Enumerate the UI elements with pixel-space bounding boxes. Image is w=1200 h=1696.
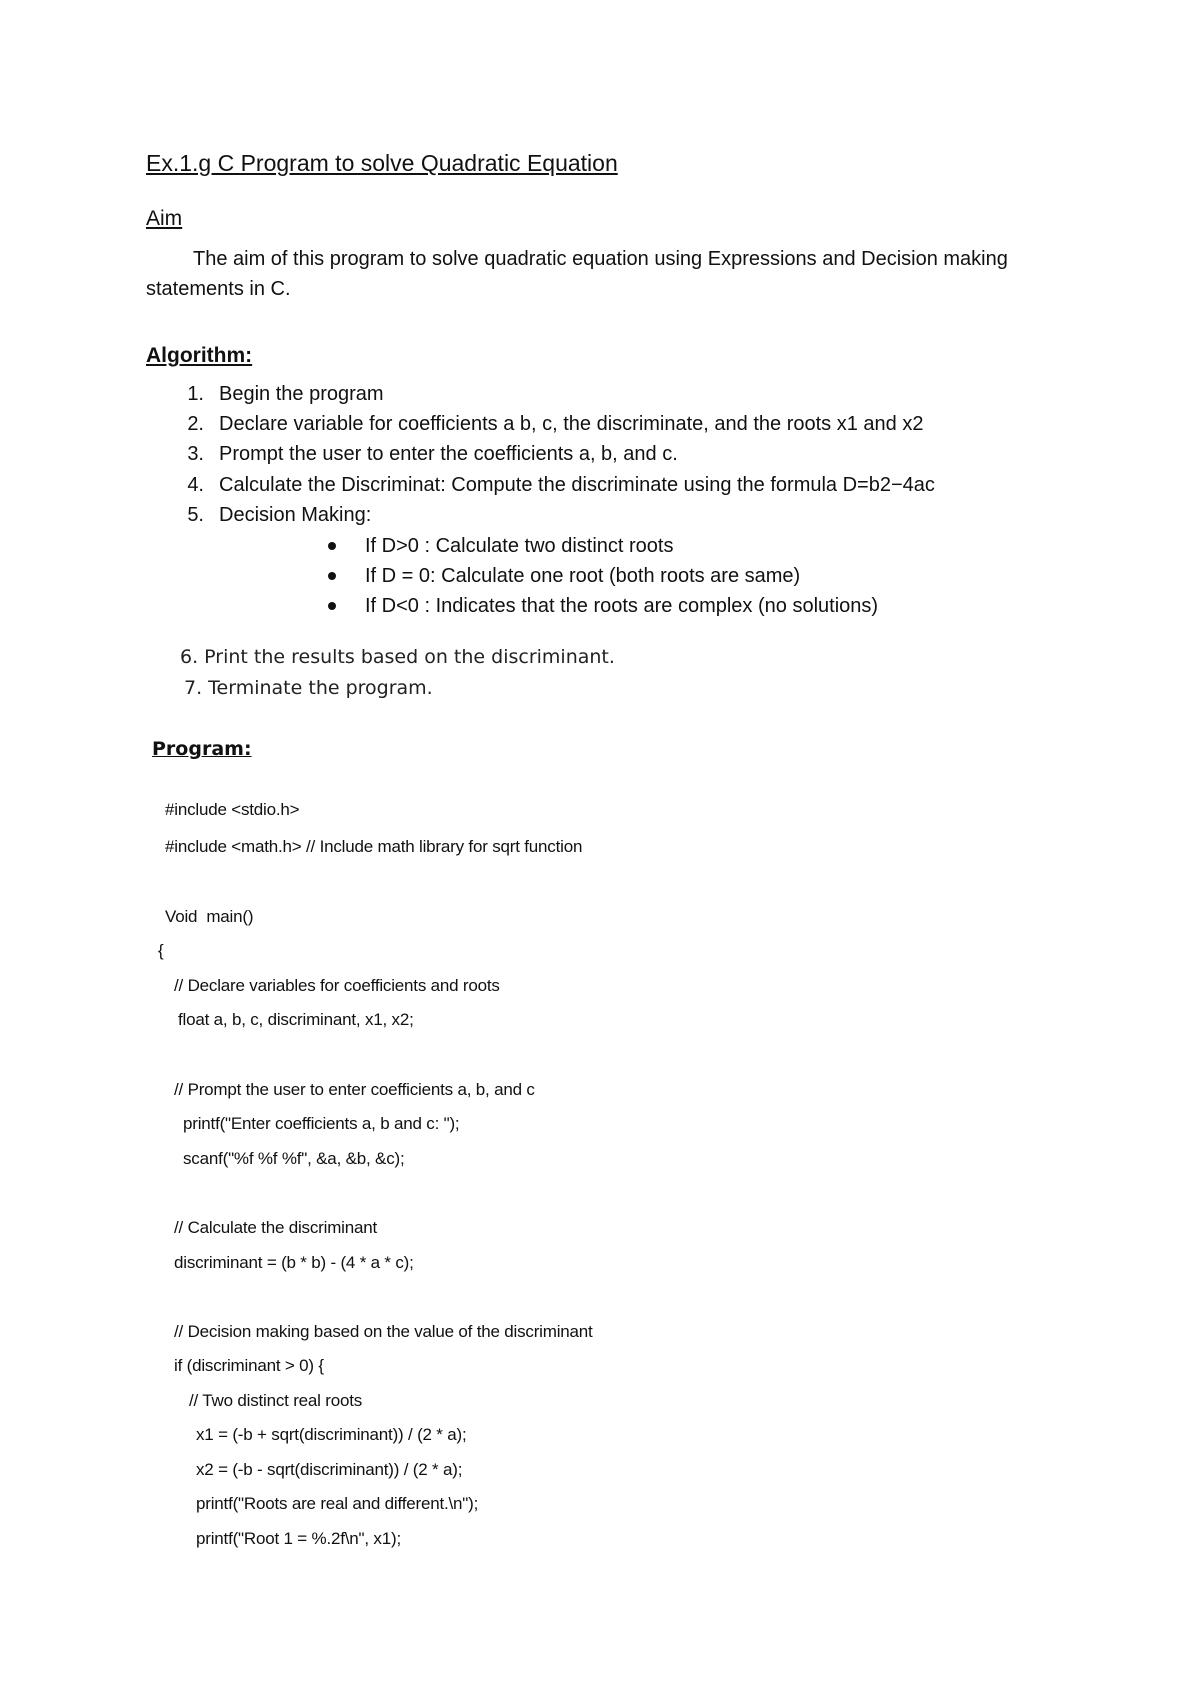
code-line: // Declare variables for coefficients and roots	[174, 976, 500, 995]
code-line: // Prompt the user to enter coefficients a, b, and c	[174, 1080, 535, 1099]
code-line: x1 = (-b + sqrt(discriminant)) / (2 * a);	[196, 1425, 467, 1444]
algorithm-step-6: 6. Print the results based on the discriminant.	[180, 646, 615, 668]
step-number: 4.	[187, 474, 204, 496]
bullet-text: If D = 0: Calculate one root (both roots are same)	[365, 565, 801, 587]
code-line: float a, b, c, discriminant, x1, x2;	[178, 1010, 414, 1029]
step-number: 2.	[187, 413, 204, 435]
step-number: 5.	[187, 504, 204, 526]
step-text: Calculate the Discriminat: Compute the discriminate using the formula D=b2−4ac	[219, 474, 935, 496]
code-line: x2 = (-b - sqrt(discriminant)) / (2 * a);	[196, 1460, 463, 1479]
code-line: if (discriminant > 0) {	[174, 1356, 324, 1375]
step-text: Begin the program	[219, 383, 384, 405]
aim-heading: Aim	[146, 207, 183, 230]
aim-text: The aim of this program to solve quadratic equation using Expressions and Decision making statements in C.	[146, 248, 1008, 300]
code-line: Void main()	[165, 907, 254, 926]
algorithm-step-7: 7. Terminate the program.	[184, 677, 433, 699]
bullet-text: If D>0 : Calculate two distinct roots	[365, 535, 674, 557]
step-text: Prompt the user to enter the coefficients a, b, and c.	[219, 443, 678, 465]
code-line: // Decision making based on the value of the discriminant	[174, 1322, 593, 1341]
step-text: Declare variable for coefficients a b, c, the discriminate, and the roots x1 and x2	[219, 413, 924, 435]
code-line: printf("Enter coefficients a, b and c: ");	[183, 1114, 460, 1133]
code-line: #include <stdio.h>	[165, 800, 300, 819]
code-line: scanf("%f %f %f", &a, &b, &c);	[183, 1149, 405, 1168]
code-line: // Two distinct real roots	[189, 1391, 363, 1410]
step-number: 1.	[187, 383, 204, 405]
step-text: Decision Making:	[219, 504, 372, 526]
code-line: // Calculate the discriminant	[174, 1218, 378, 1237]
program-heading: Program:	[152, 738, 252, 760]
code-line: printf("Roots are real and different.\n");	[196, 1494, 479, 1513]
bullet-text: If D<0 : Indicates that the roots are complex (no solutions)	[365, 595, 879, 617]
code-line: discriminant = (b * b) - (4 * a * c);	[174, 1253, 414, 1272]
algorithm-heading: Algorithm:	[146, 344, 253, 367]
code-line: {	[158, 941, 164, 960]
code-line: printf("Root 1 = %.2f\n", x1);	[196, 1529, 401, 1548]
document-title: Ex.1.g C Program to solve Quadratic Equation	[146, 150, 618, 176]
code-line: #include <math.h> // Include math library for sqrt function	[165, 837, 583, 856]
step-number: 3.	[187, 443, 204, 465]
